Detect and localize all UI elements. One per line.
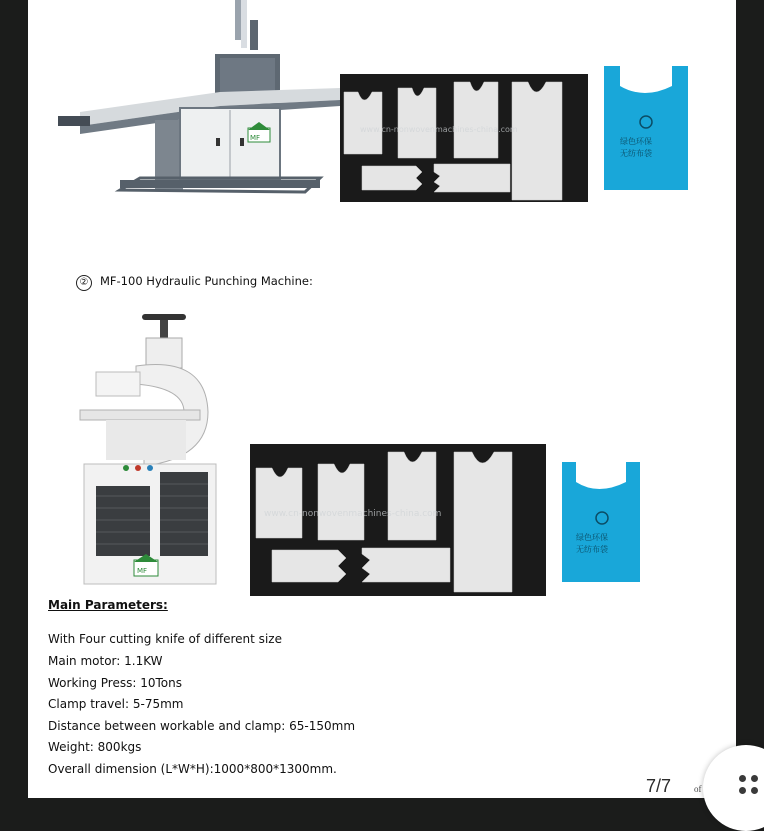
- svg-text:MF: MF: [250, 134, 261, 142]
- bag-samples-photo-1: [340, 74, 588, 202]
- page-of-label: of: [694, 784, 702, 794]
- parameter-line: With Four cutting knife of different size: [48, 632, 282, 646]
- section-title: [76, 274, 313, 291]
- bag-samples-photo-2: [250, 444, 546, 596]
- svg-text:无纺布袋: 无纺布袋: [620, 149, 652, 158]
- page-counter: 7/7: [646, 776, 672, 796]
- svg-text:绿色环保: 绿色环保: [576, 533, 608, 542]
- parameter-line: Overall dimension (L*W*H):1000*800*1300mm.: [48, 762, 337, 776]
- section-number: ②: [76, 275, 92, 291]
- parameter-line: Working Press: 10Tons: [48, 676, 182, 690]
- document-page: [28, 0, 736, 798]
- watermark-text: www.cn-nonwovenmachines-china.com: [360, 125, 518, 134]
- svg-text:MF: MF: [137, 567, 148, 575]
- parameter-line: Distance between workable and clamp: 65-150mm: [48, 719, 356, 733]
- blue-bag-photo-2: [560, 460, 644, 586]
- main-parameters-heading: Main Parameters:: [48, 598, 168, 612]
- machine-photo-1: [50, 0, 340, 200]
- blue-bag-photo-1: [600, 62, 694, 194]
- svg-text:www.cn-nonwovenmachines-china.: www.cn-nonwovenmachines-china.com: [264, 509, 442, 519]
- parameter-line: Main motor: 1.1KW: [48, 654, 163, 668]
- section-title-text: MF-100 Hydraulic Punching Machine:: [100, 274, 313, 288]
- punching-machine-photo: [76, 312, 220, 588]
- svg-text:绿色环保: 绿色环保: [620, 137, 652, 146]
- parameter-line: Weight: 800kgs: [48, 740, 142, 754]
- svg-text:无纺布袋: 无纺布袋: [576, 545, 608, 554]
- parameter-line: Clamp travel: 5-75mm: [48, 697, 184, 711]
